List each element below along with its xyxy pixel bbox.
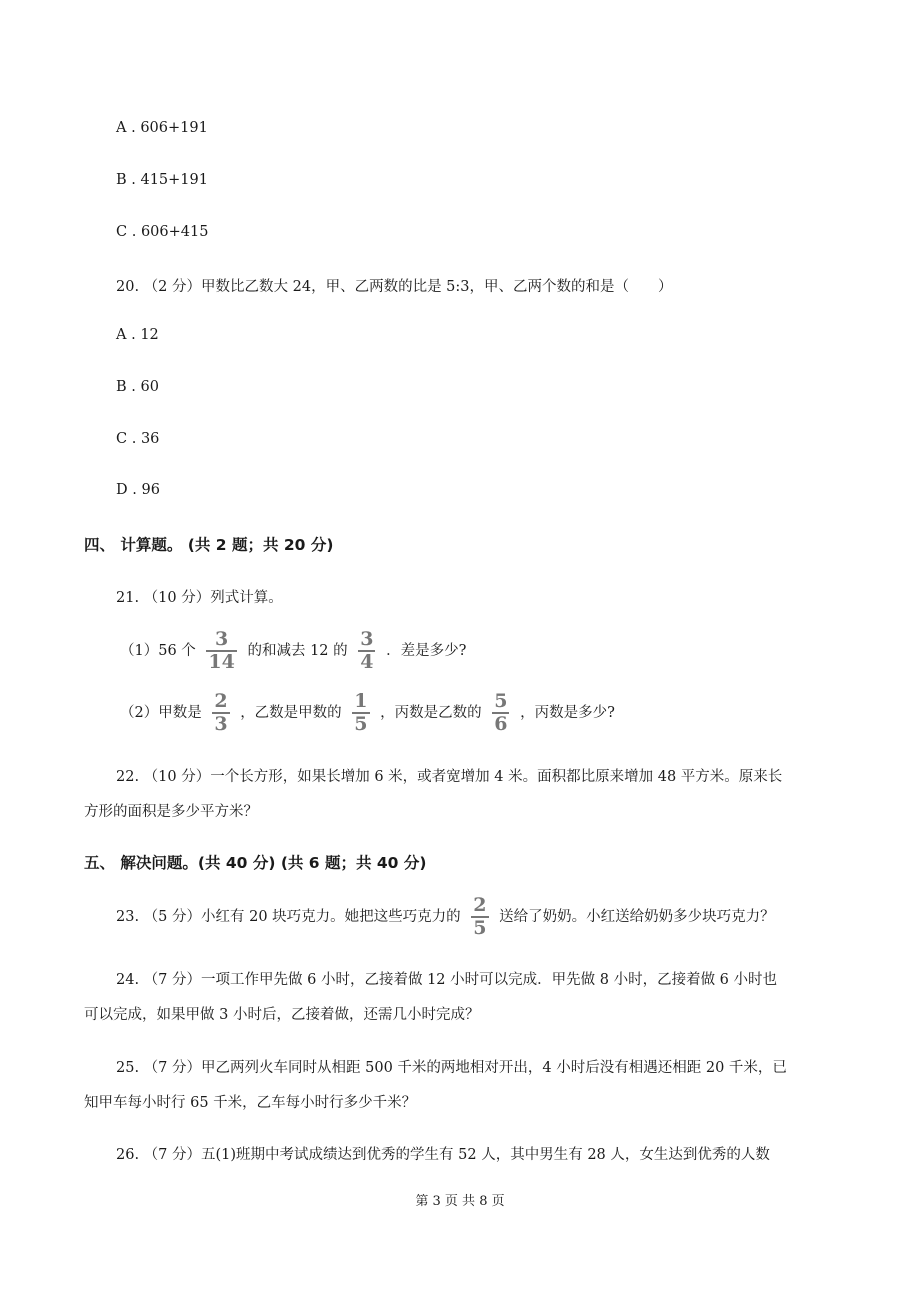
section-4-heading: 四、 计算题。 (共 2 题；共 20 分) [84,536,334,554]
q22-stem-line-1: 22. （10 分）一个长方形，如果长增加 6 米，或者宽增加 4 米。面积都比原来增加 48 平方米。原来长 [116,769,783,785]
q25-stem-line-2: 知甲车每小时行 65 千米，乙车每小时行多少千米？ [84,1095,417,1111]
fraction-1-5: $\frac{1}{5}$ [354,690,368,735]
q21-part-1: （1）56 个 $\frac{3}{14}$ 的和减去 12 的 $\frac{3}{4}$ ．差是多少? [120,628,467,673]
q20-option-b: B . 60 [116,379,159,395]
q21-part-2: （2）甲数是 $\frac{2}{3}$ ，乙数是甲数的 $\frac{1}{5}$ ，丙数是乙数的 $\frac{5}{6}$ ，丙数是多少? [120,690,615,735]
fraction-3-14: $\frac{3}{14}$ [208,628,235,673]
q24-stem-line-1: 24. （7 分）一项工作甲先做 6 小时，乙接着做 12 小时可以完成．甲先做 8 小时，乙接着做 6 小时也 [116,972,778,988]
q25-stem-line-1: 25. （7 分）甲乙两列火车同时从相距 500 千米的两地相对开出，4 小时后没有相遇还相距 20 千米，已 [116,1060,787,1076]
fraction-2-3: $\frac{2}{3}$ [214,690,228,735]
section-5-heading: 五、 解决问题。(共 40 分) (共 6 题；共 40 分) [84,854,427,872]
page-footer: 第 3 页 共 8 页 [415,1194,505,1209]
q20-option-d: D . 96 [116,482,160,498]
q20-stem: 20. （2 分）甲数比乙数大 24，甲、乙两数的比是 5:3，甲、乙两个数的和是（ ） [116,279,673,295]
fraction-3-4: $\frac{3}{4}$ [360,628,374,673]
q23-stem: 23. （5 分）小红有 20 块巧克力。她把这些巧克力的 $\frac{2}{5}$ 送给了奶奶。小红送给奶奶多少块巧克力？ [116,894,775,939]
q19-option-c: C . 606+415 [116,224,209,240]
fraction-5-6: $\frac{5}{6}$ [494,690,508,735]
q24-stem-line-2: 可以完成，如果甲做 3 小时后，乙接着做，还需几小时完成？ [84,1007,480,1023]
q20-option-c: C . 36 [116,431,160,447]
q26-stem-line-1: 26. （7 分）五(1)班期中考试成绩达到优秀的学生有 52 人，其中男生有 28 人，女生达到优秀的人数 [116,1147,770,1163]
fraction-2-5: $\frac{2}{5}$ [473,894,487,939]
q19-option-a: A . 606+191 [116,120,208,136]
q22-stem-line-2: 方形的面积是多少平方米？ [84,804,258,820]
q20-option-a: A . 12 [116,327,159,343]
q19-option-b: B . 415+191 [116,172,208,188]
q21-stem: 21. （10 分）列式计算。 [116,590,283,606]
